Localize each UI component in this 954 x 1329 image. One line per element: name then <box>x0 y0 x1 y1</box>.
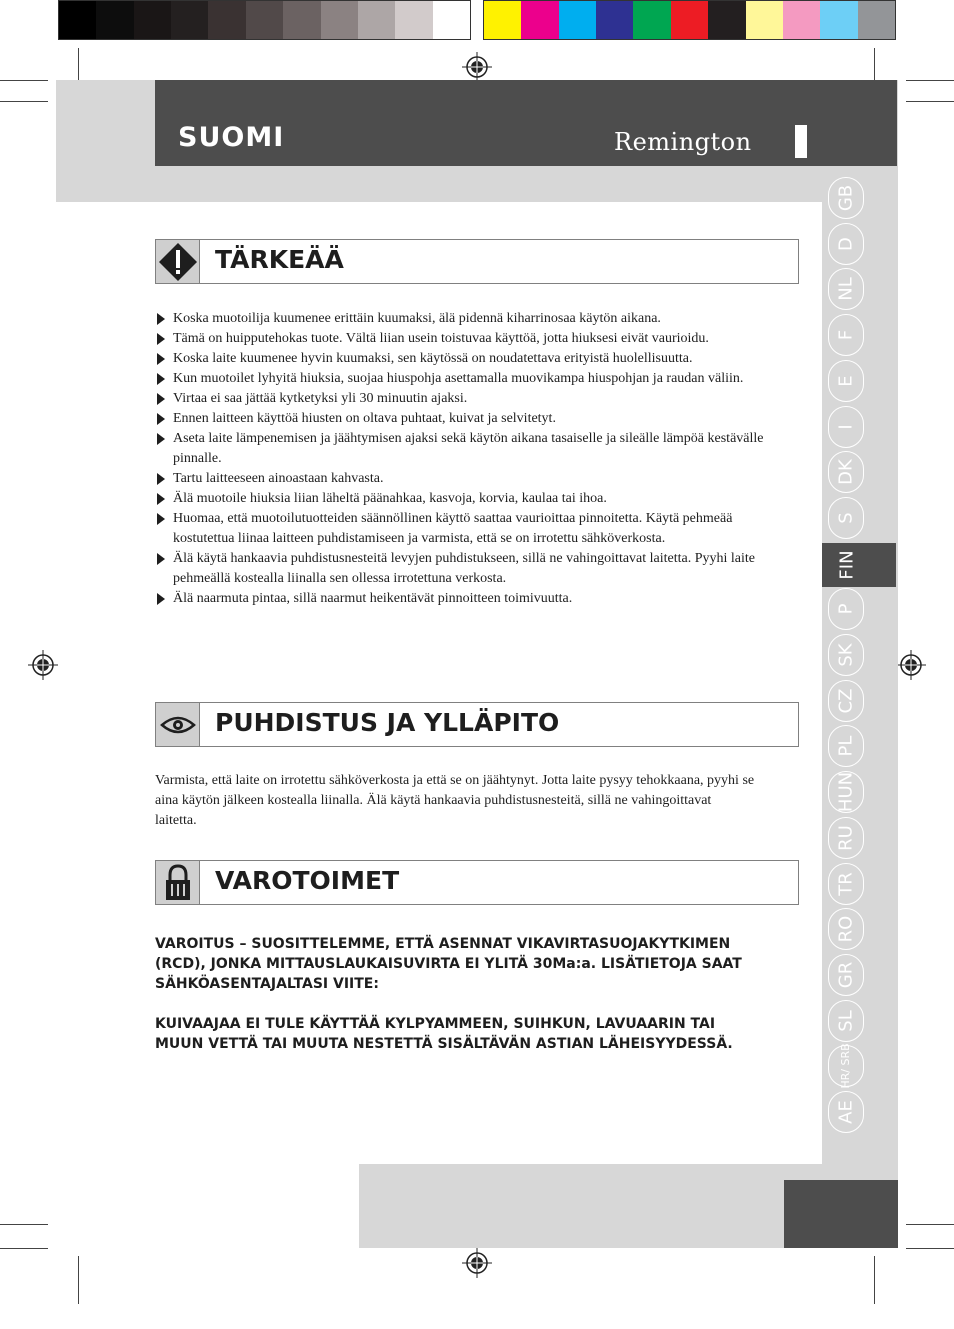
language-tab-label: AE <box>835 1100 857 1124</box>
list-item-text: Koska laite kuumenee hyvin kuumaksi, sen käytössä on noudatettava erityistä huolellisuutta. <box>173 351 693 366</box>
list-item <box>155 389 795 409</box>
important-list <box>155 309 795 609</box>
language-tab-label: S <box>835 512 857 524</box>
language-tab-label: GB <box>835 184 857 212</box>
water-warning: KUIVAAJAA EI TULE KÄYTTÄÄ KYLPYAMMEEN, SUIHKUN, LAVUAARIN TAI MUUN VETTÄ TAI MUUTA NESTETTÄ SISÄLTÄVÄN ASTIAN LÄHEISYYDESSÄ. <box>155 1016 733 1052</box>
bullet-arrow-icon <box>157 353 165 365</box>
language-tab-hun[interactable] <box>828 771 864 813</box>
language-tab-label: FIN <box>836 550 858 580</box>
list-item <box>155 549 795 589</box>
crop-mark <box>0 101 48 102</box>
color-swatch <box>521 1 558 39</box>
color-swatch <box>820 1 857 39</box>
color-swatch <box>433 1 470 39</box>
registration-mark-icon <box>28 650 58 680</box>
language-tab-label: HR/ SRB <box>839 1043 852 1089</box>
important-title: TÄRKEÄÄ <box>215 245 344 274</box>
color-swatch <box>358 1 395 39</box>
page-title: SUOMI <box>178 122 285 153</box>
page-number-block <box>784 1180 898 1248</box>
language-tab-hrsrb[interactable] <box>828 1045 864 1087</box>
list-item-text: Aseta laite lämpenemisen ja jäähtymisen ajaksi sekä käytön aikana tasaiselle ja sileälle lämpöä kestävälle pinnalle. <box>173 431 764 466</box>
grayscale-calibration-bar <box>58 0 471 40</box>
crop-mark <box>906 80 954 81</box>
list-item-text: Virtaa ei saa jättää kytketyksi yli 30 minuutin ajaksi. <box>173 391 468 406</box>
language-tab-label: HUN <box>835 772 857 813</box>
language-tab-label: P <box>835 603 857 615</box>
color-swatch <box>246 1 283 39</box>
language-tab-label: E <box>835 375 857 387</box>
language-tab-label: I <box>835 423 857 430</box>
cleaning-text: Varmista, että laite on irrotettu sähköverkosta ja että se on jäähtynyt. Jotta laite pysyy tehokkaana, pyyhi se aina käytön jälkeen kostealla liinalla. Älä käytä hankaavia puhdistusnesteitä, sillä ne vahingoittavat laitetta. <box>155 773 755 828</box>
list-item <box>155 509 795 549</box>
color-swatch <box>208 1 245 39</box>
list-item <box>155 369 795 389</box>
bullet-arrow-icon <box>157 433 165 445</box>
bullet-arrow-icon <box>157 413 165 425</box>
crop-mark <box>0 80 48 81</box>
crop-mark <box>0 1248 48 1249</box>
language-tab-label: F <box>835 329 857 341</box>
language-tab-fin[interactable] <box>822 543 896 587</box>
list-item <box>155 349 795 369</box>
language-tab-label: CZ <box>835 688 857 714</box>
color-swatch <box>559 1 596 39</box>
crop-mark <box>0 1224 48 1225</box>
list-item <box>155 429 795 469</box>
language-tab-pl[interactable] <box>828 725 864 767</box>
list-item-text: Älä muotoile hiuksia liian läheltä päänahkaa, kasvoja, korvia, kaulaa tai ihoa. <box>173 491 607 506</box>
language-tab-label: RU <box>835 824 857 851</box>
important-section-header <box>155 239 799 284</box>
language-tab-p[interactable] <box>828 588 864 630</box>
registration-mark-icon <box>896 650 926 680</box>
list-item <box>155 489 795 509</box>
cleaning-title: PUHDISTUS JA YLLÄPITO <box>215 708 560 737</box>
color-swatch <box>321 1 358 39</box>
padlock-icon <box>156 861 200 904</box>
bullet-arrow-icon <box>157 373 165 385</box>
eye-icon <box>156 703 200 746</box>
brand-logo-bar <box>795 125 807 158</box>
language-tab-label: GR <box>835 961 857 989</box>
list-item <box>155 329 795 349</box>
language-tab-gr[interactable] <box>828 954 864 996</box>
language-tab-dk[interactable] <box>828 451 864 493</box>
color-swatch <box>633 1 670 39</box>
list-item-text: Kun muotoilet lyhyitä hiuksia, suojaa hiuspohja asettamalla muovikampa hiuspohjan ja raudan väliin. <box>173 371 744 386</box>
language-tab-label: TR <box>835 871 857 896</box>
language-tab-sl[interactable] <box>828 1000 864 1042</box>
bullet-arrow-icon <box>157 473 165 485</box>
list-item-text: Tämä on huipputehokas tuote. Vältä liian usein toistuvaa käyttöä, jotta hiuksesi eivät vaurioidu. <box>173 331 709 346</box>
language-tab-tr[interactable] <box>828 863 864 905</box>
bullet-arrow-icon <box>157 393 165 405</box>
list-item-text: Tartu laitteeseen ainoastaan kahvasta. <box>173 471 384 486</box>
bullet-arrow-icon <box>157 493 165 505</box>
color-swatch <box>708 1 745 39</box>
warning-icon <box>156 240 200 283</box>
color-calibration-bar <box>483 0 896 40</box>
language-tab-e[interactable] <box>828 360 864 402</box>
cautions-title: VAROTOIMET <box>215 866 400 895</box>
bullet-arrow-icon <box>157 313 165 325</box>
color-swatch <box>59 1 96 39</box>
crop-mark <box>906 1248 954 1249</box>
language-tab-nl[interactable] <box>828 268 864 310</box>
cautions-section-header <box>155 860 799 905</box>
language-tab-label: SL <box>835 1009 857 1032</box>
color-swatch <box>96 1 133 39</box>
color-swatch <box>134 1 171 39</box>
crop-mark <box>906 1224 954 1225</box>
brand-logo: Remington <box>614 128 752 156</box>
list-item <box>155 469 795 489</box>
bullet-arrow-icon <box>157 333 165 345</box>
list-item-text: Huomaa, että muotoilutuotteiden säännöllinen käyttö saattaa vaurioittaa pinnoitetta. Käytä pehmeää kostutettua liinaa laitteen puhdistamiseen ja varmista, että se on irrotettu sähköverkosta. <box>173 511 733 546</box>
rcd-warning: VAROITUS – SUOSITTELEMME, ETTÄ ASENNAT VIKAVIRTASUOJAKYTKIMEN (RCD), JONKA MITTAUSLAUKAISUVIRTA EI YLITÄ 30Ma:a. LISÄTIETOJA SAAT SÄHKÖASENTAJALTASI VIITE: <box>155 936 742 992</box>
bullet-arrow-icon <box>157 553 165 565</box>
color-swatch <box>671 1 708 39</box>
color-swatch <box>395 1 432 39</box>
list-item-text: Älä naarmuta pintaa, sillä naarmut heikentävät pinnoitteen toimivuutta. <box>173 591 573 606</box>
color-swatch <box>171 1 208 39</box>
color-swatch <box>283 1 320 39</box>
list-item <box>155 309 795 329</box>
color-swatch <box>783 1 820 39</box>
language-tab-gb[interactable] <box>828 177 864 219</box>
language-tab-sk[interactable] <box>828 634 864 676</box>
language-tab-ro[interactable] <box>828 908 864 950</box>
registration-mark-icon <box>462 52 492 82</box>
language-tab-ae[interactable] <box>828 1091 864 1133</box>
crop-mark <box>906 101 954 102</box>
registration-mark-icon <box>462 1248 492 1278</box>
language-tab-d[interactable] <box>828 223 864 265</box>
language-tab-label: D <box>835 236 857 251</box>
language-tab-label: SK <box>835 643 857 667</box>
crop-mark <box>874 1256 875 1304</box>
color-swatch <box>484 1 521 39</box>
color-swatch <box>858 1 895 39</box>
language-tab-label: RO <box>835 915 857 943</box>
bullet-arrow-icon <box>157 593 165 605</box>
list-item <box>155 409 795 429</box>
color-swatch <box>746 1 783 39</box>
language-tab-f[interactable] <box>828 314 864 356</box>
list-item-text: Älä käytä hankaavia puhdistusnesteitä levyjen puhdistukseen, sillä ne vahingoittavat laitetta. Pyyhi laite pehmeällä kostealla liinalla sen ollessa irrotettuna verkosta. <box>173 551 756 586</box>
list-item-text: Ennen laitteen käyttöä hiusten on oltava puhtaat, kuivat ja selvitetyt. <box>173 411 556 426</box>
color-swatch <box>596 1 633 39</box>
language-tab-label: NL <box>835 277 857 302</box>
language-tab-cz[interactable] <box>828 680 864 722</box>
language-tab-i[interactable] <box>828 406 864 448</box>
list-item <box>155 589 795 609</box>
language-tab-label: PL <box>835 735 857 757</box>
language-tab-label: DK <box>835 459 857 486</box>
language-tab-ru[interactable] <box>828 817 864 859</box>
list-item-text: Koska muotoilija kuumenee erittäin kuumaksi, älä pidennä kiharrinosaa käytön aikana. <box>173 311 661 326</box>
crop-mark <box>78 1256 79 1304</box>
cleaning-section-header <box>155 702 799 747</box>
bullet-arrow-icon <box>157 513 165 525</box>
language-tab-s[interactable] <box>828 497 864 539</box>
